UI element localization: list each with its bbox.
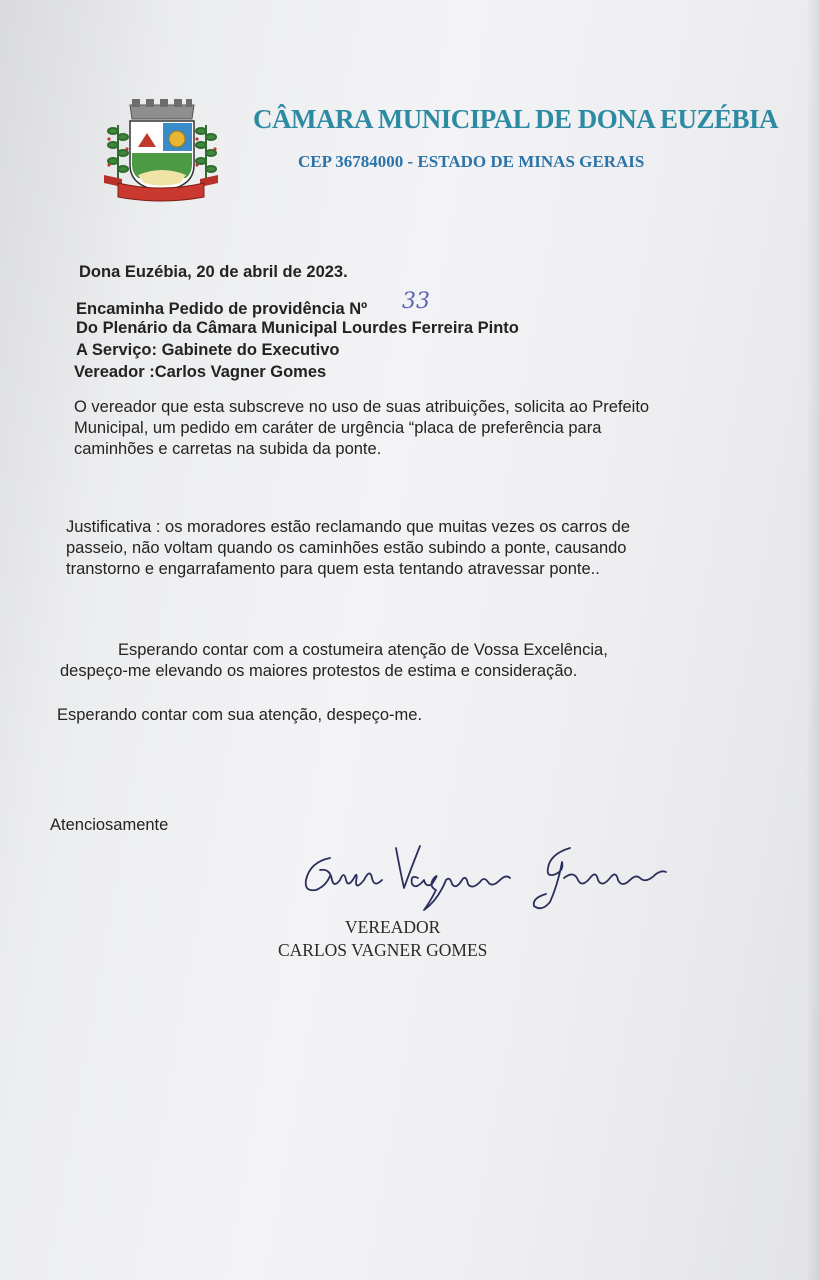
- closing-short: Esperando contar com sua atenção, despeço-me.: [57, 706, 423, 724]
- justification-line: passeio, não voltam quando os caminhões estão subindo a ponte, causando: [66, 539, 627, 557]
- signer-name: CARLOS VAGNER GOMES: [278, 940, 488, 960]
- to-line: A Serviço: Gabinete do Executivo: [76, 341, 340, 359]
- closing-paragraph: [60, 640, 608, 682]
- date-line: Dona Euzébia, 20 de abril de 2023.: [79, 263, 348, 281]
- body-line: Municipal, um pedido em caráter de urgência “placa de preferência para: [74, 419, 602, 437]
- page-edge-shadow: [806, 0, 820, 1280]
- justification-paragraph: [66, 517, 630, 580]
- body-paragraph: [74, 397, 649, 460]
- justification-line: Justificativa : os moradores estão reclamando que muitas vezes os carros de: [66, 518, 631, 536]
- body-line: caminhões e carretas na subida da ponte.: [74, 440, 382, 458]
- handwritten-request-number: 33: [402, 289, 430, 314]
- sign-off: Atenciosamente: [50, 816, 169, 834]
- organization-name: CÂMARA MUNICIPAL DE DONA EUZÉBIA: [253, 104, 779, 134]
- councilor-line: Vereador :Carlos Vagner Gomes: [74, 363, 327, 381]
- handwritten-signature: [300, 840, 670, 915]
- closing-line: Esperando contar com a costumeira atenção de Vossa Excelência,: [118, 641, 608, 659]
- from-line: Do Plenário da Câmara Municipal Lourdes Ferreira Pinto: [76, 319, 519, 337]
- closing-line: despeço-me elevando os maiores protestos de estima e consideração.: [60, 662, 578, 680]
- body-line: O vereador que esta subscreve no uso de suas atribuições, solicita ao Prefeito: [74, 398, 650, 416]
- signer-title: VEREADOR: [345, 917, 441, 937]
- request-label: Encaminha Pedido de providência Nº: [76, 300, 368, 318]
- justification-line: transtorno e engarrafamento para quem esta tentando atravessar ponte..: [66, 560, 600, 578]
- municipal-crest-logo: [100, 95, 222, 205]
- organization-subtitle: CEP 36784000 - ESTADO DE MINAS GERAIS: [298, 152, 645, 171]
